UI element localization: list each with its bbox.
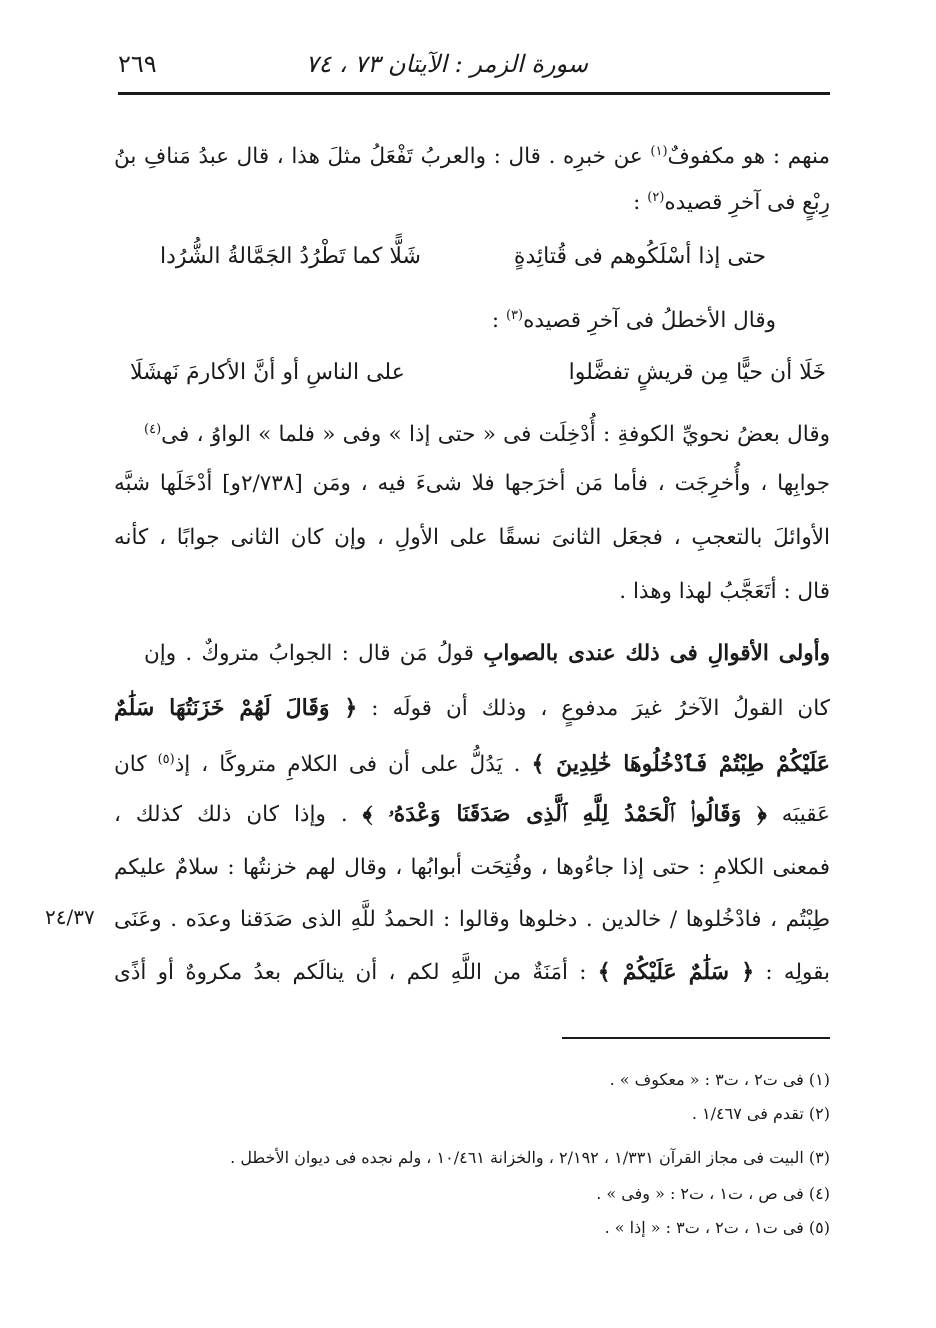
footnote-ref: (١) — [650, 144, 668, 159]
text-line: الأوائلَ بالتعجبِ ، فجعَل الثانىَ نسقًا على الأولِ ، وإن كان الثانى جوابًا ، كأنه — [114, 525, 830, 550]
text-line: كان القولُ الآخرُ غيرَ مدفوعٍ ، وذلك أن قولَه : ﴿ وَقَالَ لَهُمْ خَزَنَتُهَا سَلَٰمٌ — [114, 695, 831, 721]
footnote-ref: (٤) — [144, 422, 162, 437]
text-line: وقال الأخطلُ فى آخرِ قصيده$^{(٣)}$ : — [491, 308, 776, 334]
text-line: عَلَيْكُمْ طِبْتُمْ فَٱدْخُلُوهَا خَٰلِدِينَ ﴾ . يَدُلُّ على أن فى الكلامِ متروكًا ، إذ$^{(٥)}$ كان — [114, 751, 830, 778]
page-header — [118, 40, 828, 90]
footnote-rule — [562, 1037, 830, 1039]
quran-quote: عَلَيْكُمْ طِبْتُمْ فَٱدْخُلُوهَا خَٰلِدِينَ ﴾ — [531, 751, 830, 778]
verse-hemistich-left: على الناسِ أو أنَّ الأكارمَ نَهشَلَا — [130, 360, 405, 385]
text-line: طِبْتُم ، فادْخُلوها / خالدين . دخلوها وقالوا : الحمدُ للَّهِ الذى صَدَقنا وعدَه . وعَنَى — [114, 907, 830, 932]
text-line: جوابِها ، وأُخرِجَت ، فأما مَن أخرَجها فلا شىءَ فيه ، ومَن [٢/٧٣٨و] أدْخَلَها شبَّه — [114, 471, 830, 496]
quran-quote: ﴿ سَلَٰمٌ عَلَيْكُمْ ﴾ — [597, 959, 755, 985]
text-line: منهم : هو مكفوفٌ$^{(١)}$ عن خبرِه . قال : والعربُ تَفْعَلُ مثلَ هذا ، قال عبدُ مَنافِ بنُ — [114, 144, 830, 170]
footnote-ref: (٥) — [157, 752, 175, 767]
verse-hemistich-right: حتى إذا أسْلَكُوهم فى قُتائِدةٍ — [513, 244, 766, 269]
quran-quote: ﴿ وَقَالُوا۟ ٱلْحَمْدُ لِلَّهِ ٱلَّذِى صَدَقَنَا وَعْدَهُۥ ﴾ — [362, 801, 767, 827]
text-line: وأولى الأقوالِ فى ذلك عندى بالصوابِ قولُ مَن قال : الجوابُ متروكٌ . وإن — [144, 641, 830, 666]
quran-quote: ﴿ وَقَالَ لَهُمْ خَزَنَتُهَا سَلَٰمٌ — [114, 695, 358, 721]
text-line: قال : أتَعَجَّبُ لهذا وهذا . — [619, 579, 830, 604]
lead-phrase: وأولى الأقوالِ فى ذلك عندى بالصوابِ — [483, 641, 830, 666]
text-line: وقال بعضُ نحويِّ الكوفةِ : أُدْخِلَت فى « حتى إذا » وفى « فلما » الواوُ ، فى$^{(٤)}$ — [144, 422, 830, 448]
text-line: عَقيبَه ﴿ وَقَالُوا۟ ٱلْحَمْدُ لِلَّهِ ٱلَّذِى صَدَقَنَا وَعْدَهُۥ ﴾ . وإذا كان ذلك كذلك ، — [114, 801, 830, 827]
footnote: (٤) فى ص ، ت١ ، ت٢ : « وفى » . — [596, 1184, 830, 1203]
text-line: فمعنى الكلامِ : حتى إذا جاءُوها ، وفُتِحَت أبوابُها ، وقال لهم خزنتُها : سلامٌ عليكم — [114, 855, 830, 880]
margin-reference: ٢٤/٣٧ — [45, 905, 95, 929]
footnote: (٥) فى ت١ ، ت٢ ، ت٣ : « إذا » . — [604, 1218, 830, 1237]
verse-hemistich-right: خَلَا أن حيًّا مِن قريشٍ تفضَّلوا — [568, 360, 826, 385]
footnote: (٣) البيت فى مجاز القرآن ١/٣٣١ ، ٢/١٩٢ ، والخزانة ١٠/٤٦١ ، ولم نجده فى ديوان الأخطل . — [230, 1148, 830, 1167]
footnote-ref: (٣) — [505, 308, 524, 323]
header-rule — [118, 92, 830, 95]
running-title: سورة الزمر : الآيتان ٧٣ ، ٧٤ — [305, 50, 588, 78]
text-line: بقولِه : ﴿ سَلَٰمٌ عَلَيْكُمْ ﴾ : أمَنَةٌ من اللَّهِ لكم ، أن ينالَكم بعدُ مكروهٌ أو أذًى — [114, 959, 830, 985]
footnote: (٢) تقدم فى ١/٤٦٧ . — [691, 1104, 830, 1123]
text-line: رِبْعٍ فى آخرِ قصيده$^{(٢)}$ : — [633, 190, 830, 216]
page-number: ٢٦٩ — [118, 50, 157, 78]
footnote: (١) فى ت٢ ، ت٣ : « معكوف » . — [609, 1070, 830, 1089]
footnote-ref: (٢) — [647, 190, 665, 205]
verse-hemistich-left: شَلًّا كما تَطْرُدُ الجَمَّالةُ الشُّرُدا — [160, 244, 421, 269]
